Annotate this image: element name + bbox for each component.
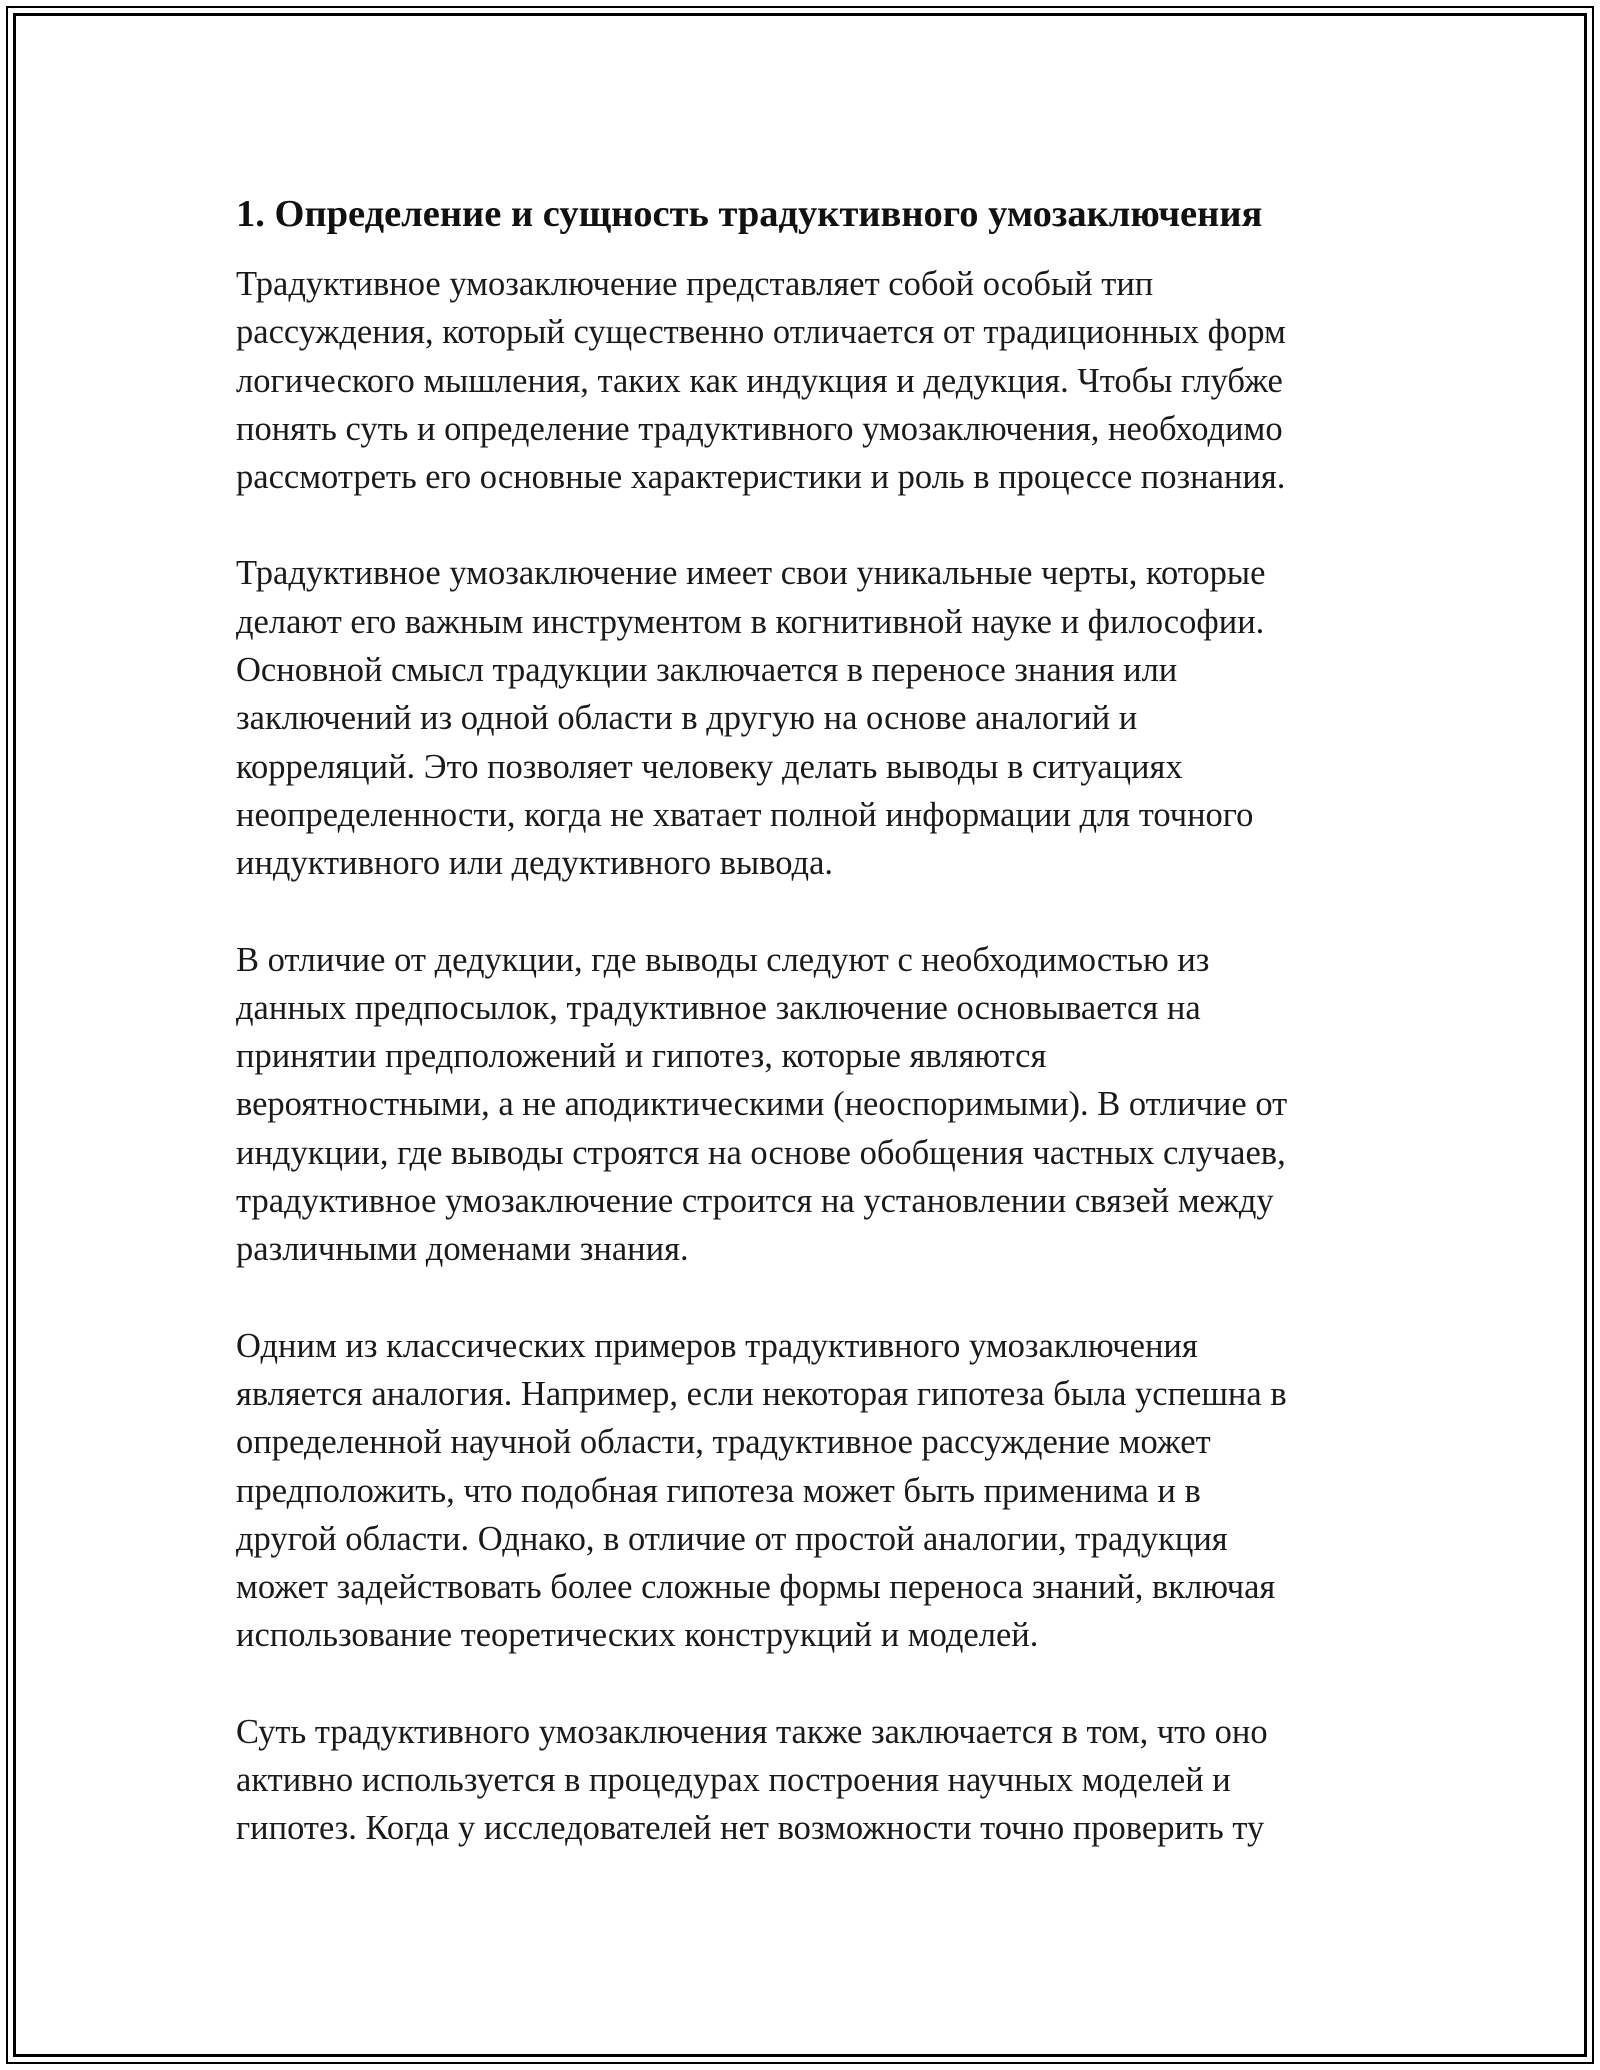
paragraph — [236, 549, 1376, 887]
text-line: неопределенности, когда не хватает полной информации для точного — [236, 795, 1254, 834]
text-line: Традуктивное умозаключение представляет собой особый тип — [236, 265, 1154, 303]
text-line: В отличие от дедукции, где выводы следуют с необходимостью из — [236, 940, 1210, 979]
text-line: принятии предположений и гипотез, которые являются — [236, 1037, 1047, 1076]
text-line: является аналогия. Например, если некоторая гипотеза была успешна в — [236, 1374, 1287, 1413]
text-line: данных предпосылок, традуктивное заключение основывается на — [236, 988, 1201, 1027]
text-line: активно используется в процедурах построения научных моделей и — [236, 1761, 1231, 1800]
text-line: рассуждения, который существенно отличается от традиционных форм — [236, 313, 1286, 352]
paragraph — [236, 1322, 1376, 1660]
text-line: гипотез. Когда у исследователей нет возможности точно проверить ту — [236, 1809, 1265, 1848]
text-line: делают его важным инструментом в когнитивной науке и философии. — [236, 602, 1265, 641]
text-line: Основной смысл традукции заключается в переносе знания или — [236, 651, 1178, 690]
text-line: индуктивного или дедуктивного вывода. — [236, 844, 834, 883]
paragraph — [236, 1708, 1376, 1853]
text-line: может задействовать более сложные формы переноса знаний, включая — [236, 1568, 1276, 1607]
paragraph — [236, 260, 1376, 501]
text-line: определенной научной области, традуктивное рассуждение может — [236, 1423, 1211, 1462]
text-line: корреляций. Это позволяет человеку делать выводы в ситуациях — [236, 747, 1183, 786]
text-line: предположить, что подобная гипотеза может быть применима и в — [236, 1471, 1201, 1510]
text-line: Традуктивное умозаключение имеет свои уникальные черты, которые — [236, 554, 1266, 593]
paragraph — [236, 936, 1376, 1274]
text-line: индукции, где выводы строятся на основе обобщения частных случаев, — [236, 1133, 1286, 1172]
text-line: заключений из одной области в другую на основе аналогий и — [236, 699, 1138, 738]
text-line: рассмотреть его основные характеристики и роль в процессе познания. — [236, 458, 1286, 497]
text-line: различными доменами знания. — [236, 1230, 689, 1269]
text-line: Суть традуктивного умозаключения также заключается в том, что оно — [236, 1712, 1268, 1751]
paragraph-list — [236, 260, 1376, 1853]
text-line: вероятностными, а не аподиктическими (неоспоримыми). В отличие от — [236, 1085, 1288, 1124]
text-line: использование теоретических конструкций и моделей. — [236, 1616, 1039, 1655]
text-line: логического мышления, таких как индукция и дедукция. Чтобы глубже — [236, 361, 1283, 400]
text-line: другой области. Однако, в отличие от простой аналогии, традукция — [236, 1519, 1228, 1558]
text-line: традуктивное умозаключение строится на установлении связей между — [236, 1182, 1274, 1221]
section-heading: 1. Определение и сущность традуктивного умозаключения — [236, 193, 1263, 235]
text-line: понять суть и определение традуктивного умозаключения, необходимо — [236, 409, 1283, 448]
text-line: Одним из классических примеров традуктивного умозаключения — [236, 1326, 1198, 1365]
document-body — [236, 190, 1376, 1901]
